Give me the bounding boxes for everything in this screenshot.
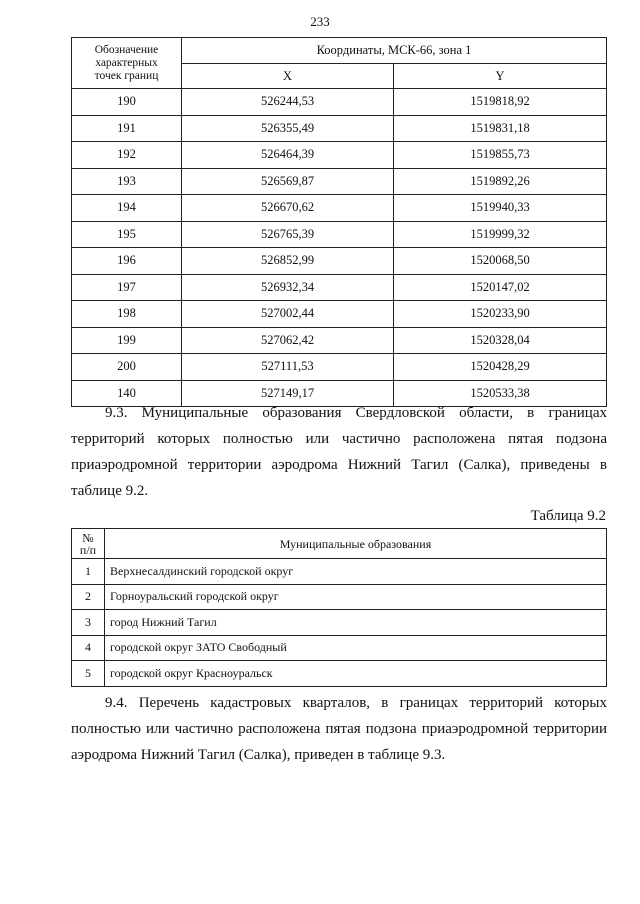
municipality-cell: Горноуральский городской округ [105,584,607,610]
municipalities-table [71,528,607,687]
x-cell: 526244,53 [182,89,394,116]
table-row [72,142,607,169]
municipality-cell: город Нижний Тагил [105,610,607,636]
y-cell: 1520068,50 [394,248,607,275]
point-cell: 193 [72,168,182,195]
y-cell: 1520533,38 [394,380,607,407]
y-cell: 1519892,26 [394,168,607,195]
point-cell: 140 [72,380,182,407]
number-cell: 1 [72,559,105,585]
table-row [72,274,607,301]
header-boundary-points-line: точек границ [94,69,159,82]
point-cell: 192 [72,142,182,169]
x-cell: 527149,17 [182,380,394,407]
table-row [72,221,607,248]
municipality-cell: городской округ ЗАТО Свободный [105,635,607,661]
y-cell: 1519831,18 [394,115,607,142]
table-row [72,301,607,328]
y-cell: 1520328,04 [394,327,607,354]
point-cell: 195 [72,221,182,248]
coordinates-table [71,37,607,407]
x-cell: 526670,62 [182,195,394,222]
table-row [72,115,607,142]
point-cell: 197 [72,274,182,301]
x-cell: 526569,87 [182,168,394,195]
header-municipalities: Муниципальные образования [105,529,607,559]
y-cell: 1520428,29 [394,354,607,381]
x-cell: 526932,34 [182,274,394,301]
x-cell: 526852,99 [182,248,394,275]
table-row [72,635,607,661]
table-row [72,168,607,195]
header-number-line: № [82,530,94,545]
point-cell: 196 [72,248,182,275]
header-boundary-points-line: характерных [95,56,158,69]
x-cell: 526355,49 [182,115,394,142]
municipality-cell: Верхнесалдинский городской округ [105,559,607,585]
number-cell: 2 [72,584,105,610]
number-cell: 3 [72,610,105,636]
header-x: X [182,64,394,89]
point-cell: 194 [72,195,182,222]
y-cell: 1520233,90 [394,301,607,328]
page-number: 233 [310,14,330,29]
table-row [72,559,607,585]
y-cell: 1519940,33 [394,195,607,222]
x-cell: 526765,39 [182,221,394,248]
number-cell: 4 [72,635,105,661]
x-cell: 527111,53 [182,354,394,381]
header-boundary-points [72,38,182,89]
header-number [72,529,105,559]
y-cell: 1519855,73 [394,142,607,169]
table-row [72,89,607,116]
x-cell: 527002,44 [182,301,394,328]
header-coordinate-system: Координаты, МСК-66, зона 1 [182,38,607,64]
x-cell: 526464,39 [182,142,394,169]
table-row [72,610,607,636]
table-row [72,327,607,354]
x-cell: 527062,42 [182,327,394,354]
table-row [72,354,607,381]
header-boundary-points-line: Обозначение [94,43,159,56]
y-cell: 1519999,32 [394,221,607,248]
header-number-line: п/п [79,542,97,557]
table-row [72,195,607,222]
point-cell: 199 [72,327,182,354]
municipality-cell: городской округ Красноуральск [105,661,607,687]
point-cell: 200 [72,354,182,381]
table-row [72,661,607,687]
number-cell: 5 [72,661,105,687]
table-row [72,248,607,275]
table-9-2-caption: Таблица 9.2 [530,508,606,524]
point-cell: 198 [72,301,182,328]
y-cell: 1519818,92 [394,89,607,116]
y-cell: 1520147,02 [394,274,607,301]
point-cell: 191 [72,115,182,142]
paragraph-9-3: 9.3. Муниципальные образования Свердловской области, в границах территорий которых полностью или частично расположена пятая подзона приаэродромной территории аэродрома Нижний Тагил (Салка), приведены в таблице 9.2. [71,405,607,499]
paragraph-9-4: 9.4. Перечень кадастровых кварталов, в границах территорий которых полностью или частично расположена пятая подзона приаэродромной территории аэродрома Нижний Тагил (Салка), приведен в таблице 9.3. [71,695,607,763]
table-row [72,584,607,610]
point-cell: 190 [72,89,182,116]
header-y: Y [394,64,607,89]
